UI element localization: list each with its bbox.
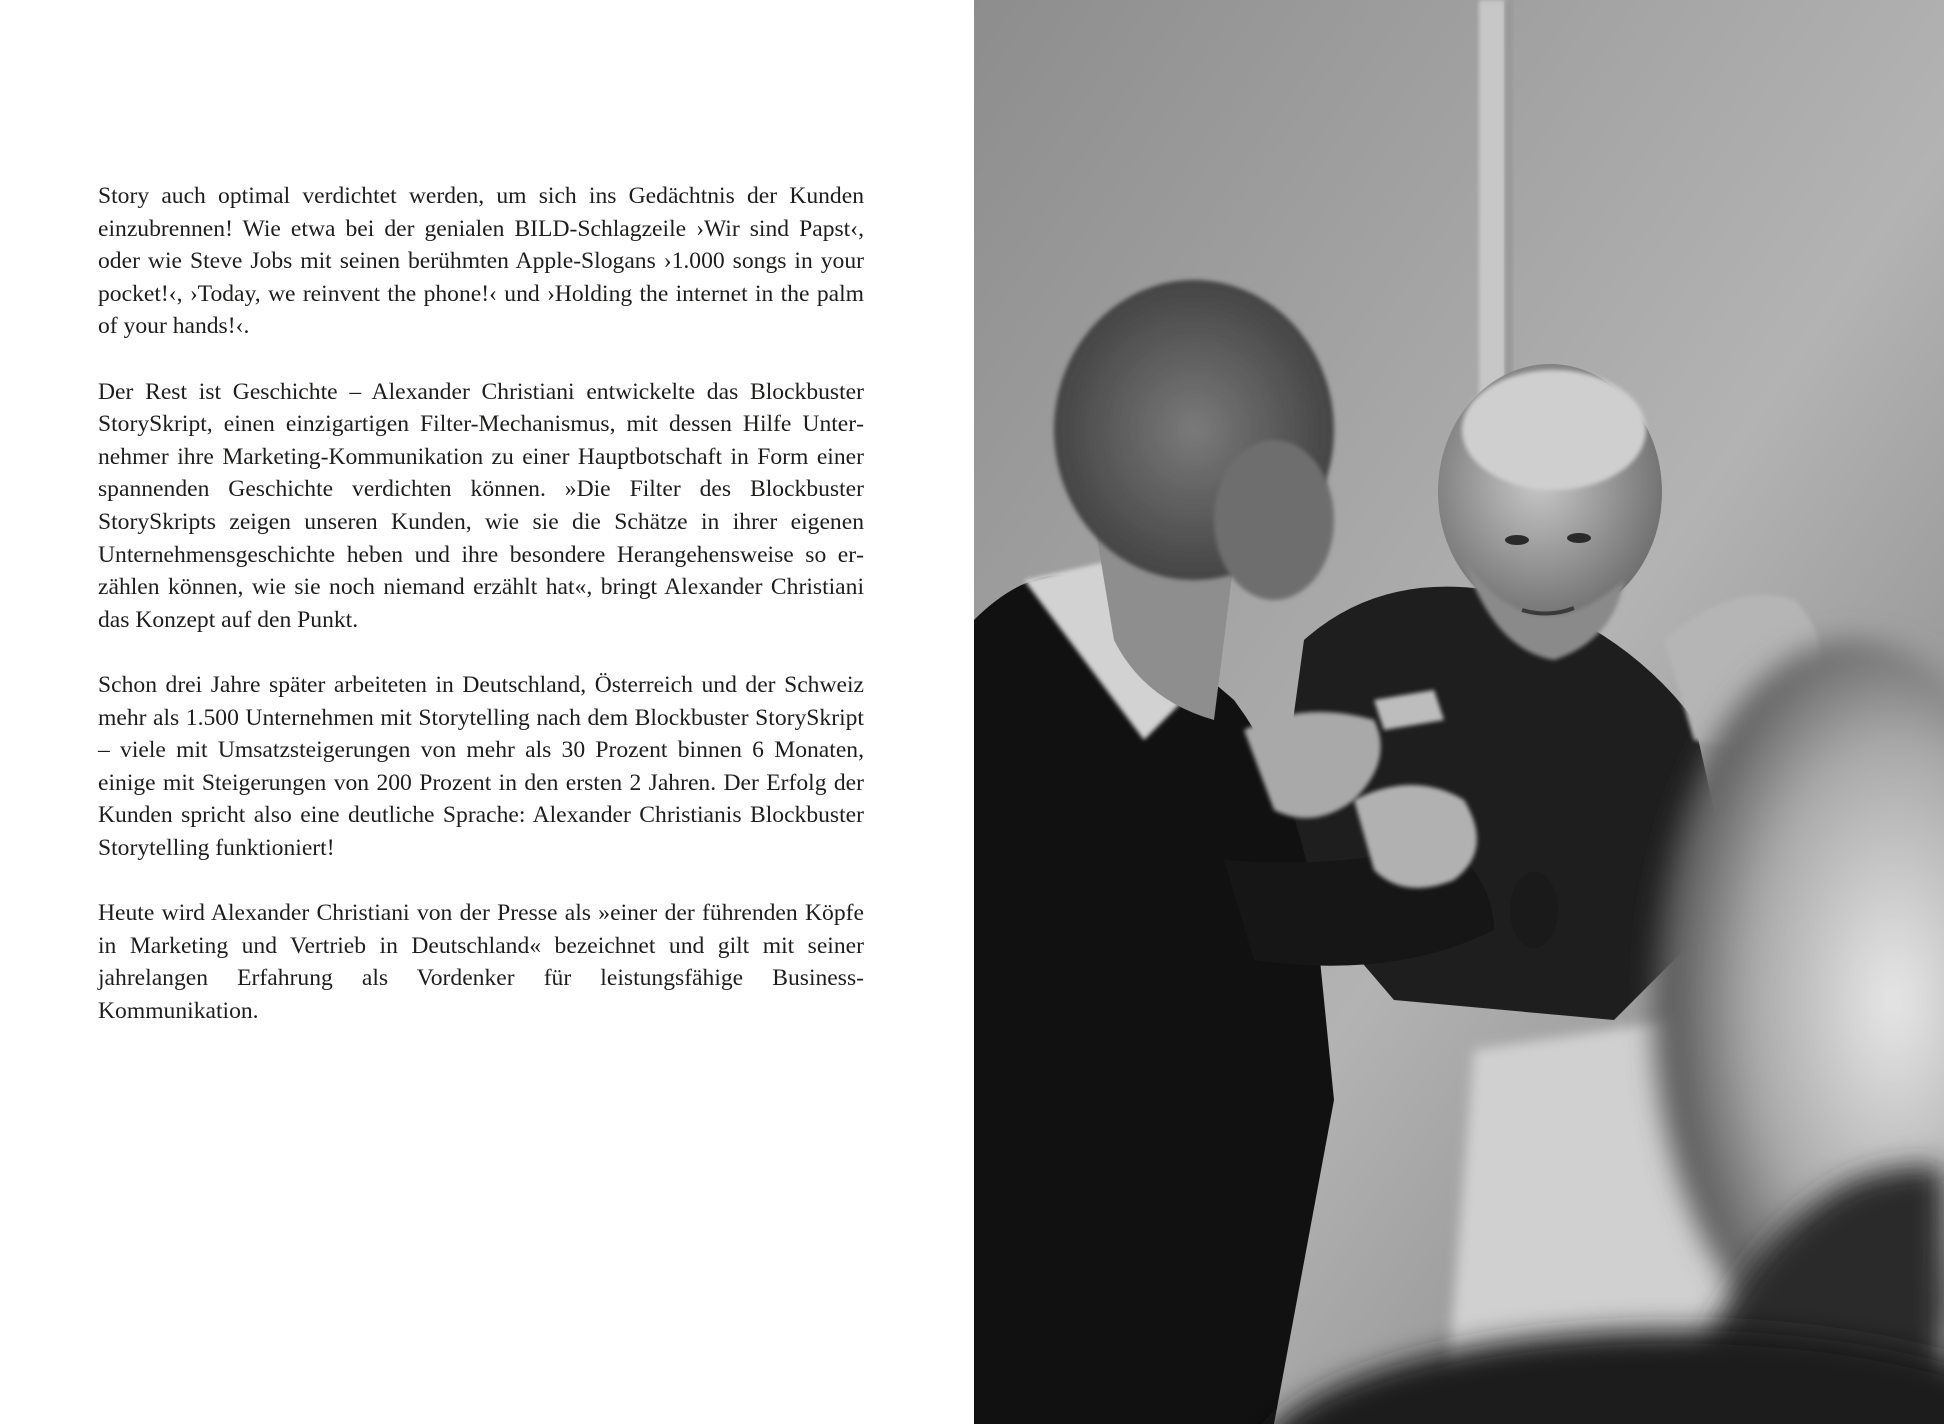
paragraph-4: Heute wird Alexander Christiani von der Presse als »einer der führenden Köpfe in Marketing und Vertrieb in Deutschland« bezeichnet und gilt mit seiner jahrelangen Erfahrung als Vordenker für leistungsfähige Business-Kommunikation.	[98, 900, 864, 1024]
bw-photo	[974, 0, 1944, 1424]
paragraph-1: Story auch optimal verdichtet werden, um sich ins Gedächtnis der Kunden einzubrennen! Wie etwa bei der genialen BILD-Schlagzeile ›Wir sind Papst‹, oder wie Steve Jobs mit seinen berühmten Apple-Slogans ›1.000 songs in your pocket!‹, ›Today, we reinvent the phone!‹ und ›Holding the internet in the palm of your hands!‹.	[98, 183, 864, 340]
paragraph-2: Der Rest ist Geschichte – Alexander Christiani entwickelte das Blockbuster StorySkript, einen einzigartigen Filter-Mechanismus, mit dessen Hilfe Unternehmer ihre Marketing-Kommunikation zu einer Hauptbotschaft in Form einer spannenden Geschichte verdichten können. »Die Filter des Blockbuster StorySkripts zeigen unseren Kunden, wie sie die Schätze in ihrer eigenen Unternehmensgeschichte heben und ihre besondere Herangehensweise so erzählen können, wie sie noch niemand erzählt hat«, bringt Alexander Christiani das Konzept auf den Punkt.	[98, 378, 864, 633]
paragraph-3: Schon drei Jahre später arbeiteten in Deutschland, Österreich und der Schweiz mehr als 1.500 Unternehmen mit Storytelling nach dem Blockbuster StorySkript – viele mit Umsatzsteigerungen von mehr als 30 Prozent binnen 6 Monaten, einige mit Steigerungen von 200 Prozent in den ersten 2 Jahren. Der Erfolg der Kunden spricht also eine deutliche Sprache: Alexander Christianis Blockbuster Storytelling funktioniert!	[98, 671, 864, 861]
body-text-column	[98, 180, 864, 1060]
photo-panel	[974, 0, 1944, 1424]
